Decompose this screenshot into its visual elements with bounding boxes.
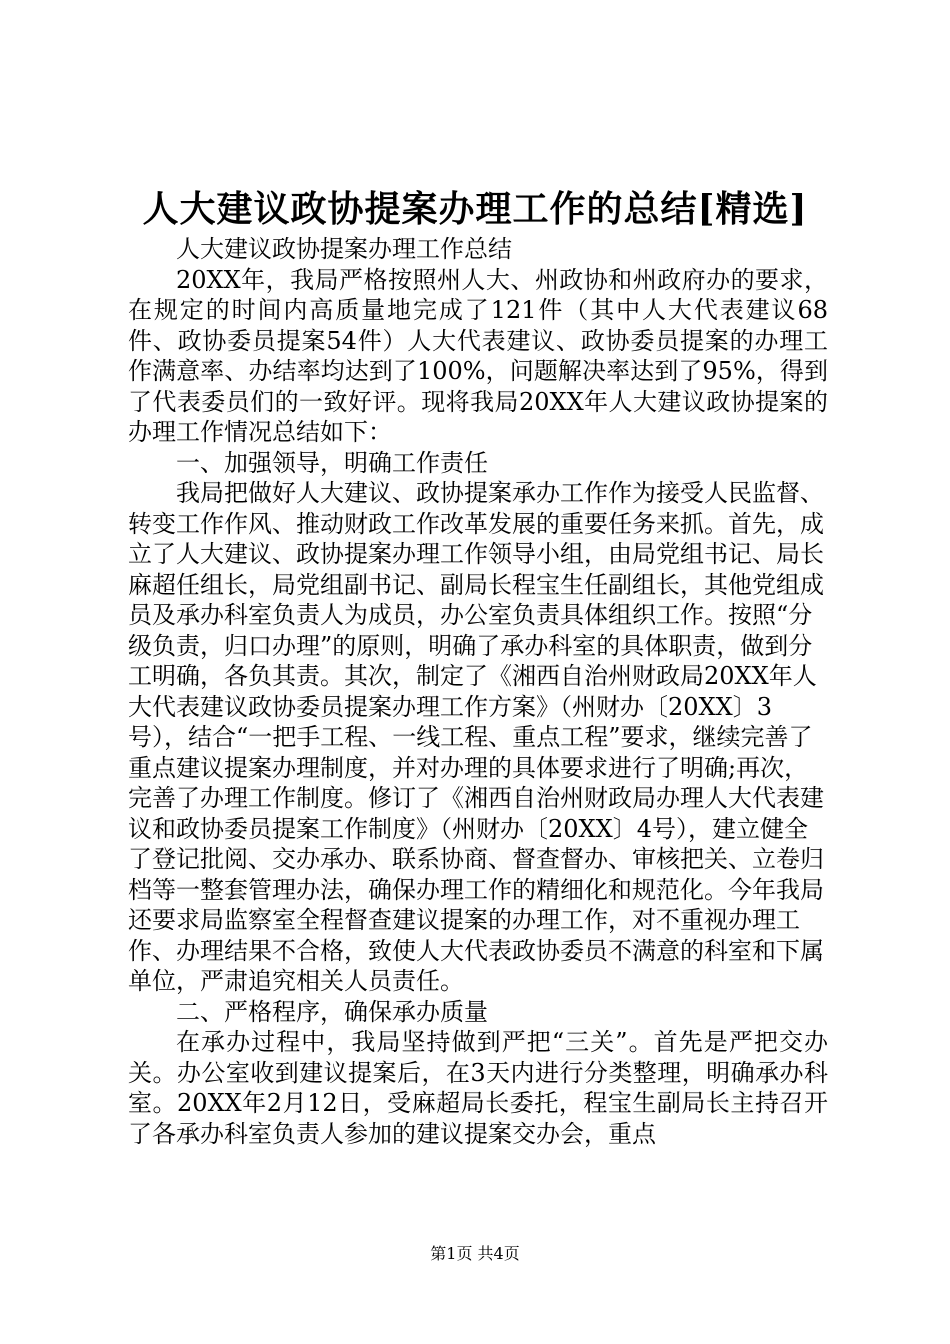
page-footer: 第1页 共4页 xyxy=(430,1244,520,1263)
section-heading-2: 二、严格程序，确保承办质量 xyxy=(176,997,488,1026)
document-body xyxy=(128,234,828,1149)
section-heading-1: 一、加强领导，明确工作责任 xyxy=(176,448,488,477)
body-paragraph-intro: 20XX年，我局严格按照州人大、州政协和州政府办的要求，在规定的时间内高质量地完成了121件（其中人大代表建议68件、政协委员提案54件）人大代表建议、政协委员提案的办理工作满意率、办结率均达到了100%，问题解决率达到了95%，得到了代表委员们的一致好评。现将我局20XX年人大建议政协提案的办理工作情况总结如下： xyxy=(128,265,828,446)
body-paragraph-section-2: 在承办过程中，我局坚持做到严把“三关”。首先是严把交办关。办公室收到建议提案后，在3天内进行分类整理，明确承办科室。20XX年2月12日，受麻超局长委托，程宝生副局长主持召开了各承办科室负责人参加的建议提案交办会，重点 xyxy=(128,1028,828,1148)
body-paragraph-section-1: 我局把做好人大建议、政协提案承办工作作为接受人民监督、转变工作作风、推动财政工作改革发展的重要任务来抓。首先，成立了人大建议、政协提案办理工作领导小组，由局党组书记、局长麻超任组长，局党组副书记、副局长程宝生任副组长，其他党组成员及承办科室负责人为成员，办公室负责具体组织工作。按照“分级负责，归口办理”的原则，明确了承办科室的具体职责，做到分工明确，各负其责。其次，制定了《湘西自治州财政局20XX年人大代表建议政协委员提案办理工作方案》（州财办〔20XX〕3号），结合“一把手工程、一线工程、重点工程”要求，继续完善了重点建议提案办理制度，并对办理的具体要求进行了明确;再次，完善了办理工作制度。修订了《湘西自治州财政局办理人大代表建议和政协委员提案工作制度》（州财办〔20XX〕4号），建立健全了登记批阅、交办承办、联系协商、督查督办、审核把关、立卷归档等一整套管理办法，确保办理工作的精细化和规范化。今年我局还要求局监察室全程督查建议提案的办理工作，对不重视办理工作、办理结果不合格，致使人大代表政协委员不满意的科室和下属单位，严肃追究相关人员责任。 xyxy=(128,479,824,995)
body-paragraph-subtitle: 人大建议政协提案办理工作总结 xyxy=(176,235,512,263)
document-title: 人大建议政协提案办理工作的总结[精选] xyxy=(142,188,808,230)
